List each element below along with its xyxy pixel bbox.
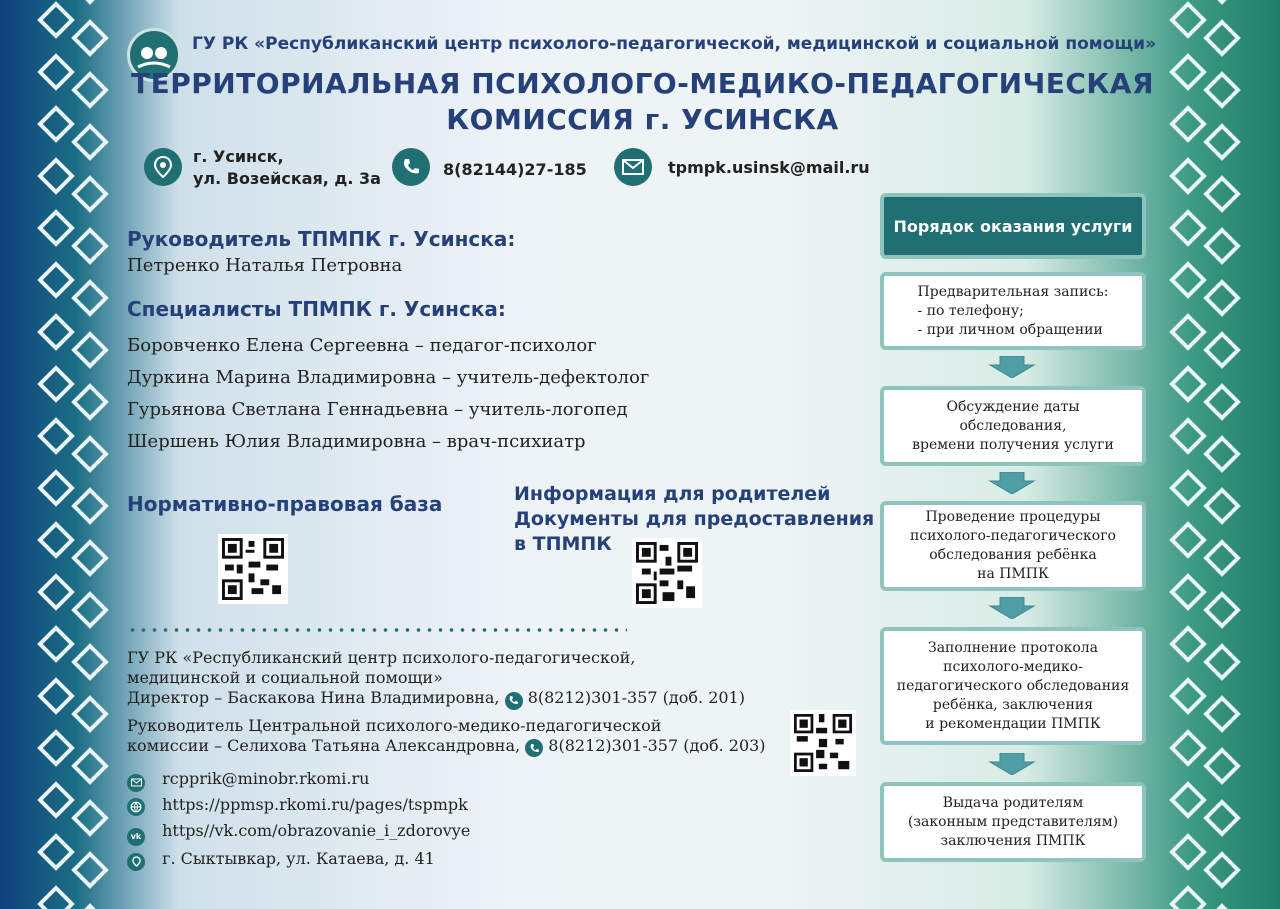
title-line-2: КОМИССИЯ г. УСИНСКА — [446, 103, 839, 136]
footer-address-row — [127, 846, 470, 872]
director-phone[interactable]: 8(8212)301-357 (доб. 201) — [527, 688, 745, 707]
arrow-down-icon — [988, 753, 1036, 775]
footer-org-line-2: медицинской и социальной помощи» — [127, 668, 443, 687]
parents-line-2: Документы для предоставления — [514, 508, 875, 530]
parents-line-1: Информация для родителей — [514, 483, 831, 505]
footer-website-row — [127, 792, 470, 818]
address — [193, 146, 381, 190]
title-line-1: ТЕРРИТОРИАЛЬНАЯ ПСИХОЛОГО-МЕДИКО-ПЕДАГОГИЧЕСКАЯ — [130, 67, 1155, 100]
phone-number[interactable]: 8(82144)27-185 — [443, 160, 587, 179]
footer-links — [127, 766, 470, 872]
right-ornament-border — [1166, 0, 1244, 909]
location-pin-icon — [144, 148, 182, 186]
central-phone[interactable]: 8(8212)301-357 (доб. 203) — [548, 735, 766, 755]
specialists-list — [127, 330, 649, 458]
list-item: Боровченко Елена Сергеевна – педагог-психолог — [127, 335, 597, 356]
location-pin-icon — [127, 853, 145, 871]
procedure-heading: Порядок оказания услуги — [880, 193, 1146, 259]
mail-icon — [614, 148, 652, 186]
head-heading: Руководитель ТПМПК г. Усинска: — [127, 227, 516, 251]
list-item: Гурьянова Светлана Геннадьевна – учитель-логопед — [127, 399, 628, 420]
phone-icon — [505, 692, 523, 710]
director-text: Директор – Баскакова Нина Владимировна, — [127, 688, 500, 707]
email-link[interactable]: tpmpk.usinsk@mail.ru — [668, 158, 870, 177]
qr-code-icon[interactable] — [218, 534, 288, 604]
address-line-1: г. Усинск, — [193, 147, 284, 166]
phone-icon — [525, 739, 543, 757]
footer-address: г. Сыктывкар, ул. Катаева, д. 41 — [162, 849, 435, 868]
legal-base-heading: Нормативно-правовая база — [127, 492, 443, 516]
procedure-step-3: Проведение процедуры психолого-педагогического обследования ребёнка на ПМПК — [880, 501, 1146, 591]
footer-vk-link[interactable]: https//vk.com/obrazovanie_i_zdorovye — [162, 821, 471, 840]
phone-icon — [392, 148, 430, 186]
procedure-step-2: Обсуждение даты обследования, времени получения услуги — [880, 386, 1146, 466]
parents-line-3: в ТПМПК — [514, 533, 612, 555]
org-name: ГУ РК «Республиканский центр психолого-педагогической, медицинской и социальной помощи» — [192, 34, 1157, 54]
footer-website-link[interactable]: https://ppmsp.rkomi.ru/pages/tspmpk — [162, 795, 468, 814]
list-item: Шершень Юлия Владимировна – врач-психиатр — [127, 431, 586, 452]
qr-code-icon[interactable] — [790, 710, 856, 776]
left-ornament-border — [34, 0, 112, 909]
procedure-step-1: Предварительная запись: - по телефону; - при личном обращении — [880, 272, 1146, 350]
address-line-2: ул. Возейская, д. 3а — [193, 169, 381, 188]
procedure-step-5: Выдача родителям (законным представителям) заключения ПМПК — [880, 782, 1146, 862]
central-line-1: Руководитель Центральной психолого-медико-педагогической — [127, 715, 662, 735]
qr-code-icon[interactable] — [632, 538, 702, 608]
head-name: Петренко Наталья Петровна — [127, 255, 403, 276]
footer-email-link[interactable]: rcpprik@minobr.rkomi.ru — [162, 769, 370, 788]
footer-email-row — [127, 766, 470, 792]
globe-icon — [127, 798, 145, 816]
footer-vk-row — [127, 818, 470, 846]
list-item: Дуркина Марина Владимировна – учитель-дефектолог — [127, 367, 650, 388]
procedure-step-4: Заполнение протокола психолого-медико- педагогического обследования ребёнка, заключения и рекомендации ПМПК — [880, 627, 1146, 745]
dotted-divider — [127, 628, 627, 632]
page-title — [130, 66, 1155, 138]
arrow-down-icon — [988, 356, 1036, 378]
director-line — [127, 688, 787, 710]
mail-icon — [127, 774, 145, 792]
footer-org-line-1: ГУ РК «Республиканский центр психолого-педагогической, — [127, 648, 636, 667]
arrow-down-icon — [988, 597, 1036, 619]
central-line — [127, 736, 787, 758]
footer-info — [127, 648, 787, 757]
central-text: комиссии – Селихова Татьяна Александровна, — [127, 735, 521, 755]
arrow-down-icon — [988, 472, 1036, 494]
specialists-heading: Специалисты ТПМПК г. Усинска: — [127, 297, 506, 321]
vk-icon: vk — [127, 828, 145, 846]
